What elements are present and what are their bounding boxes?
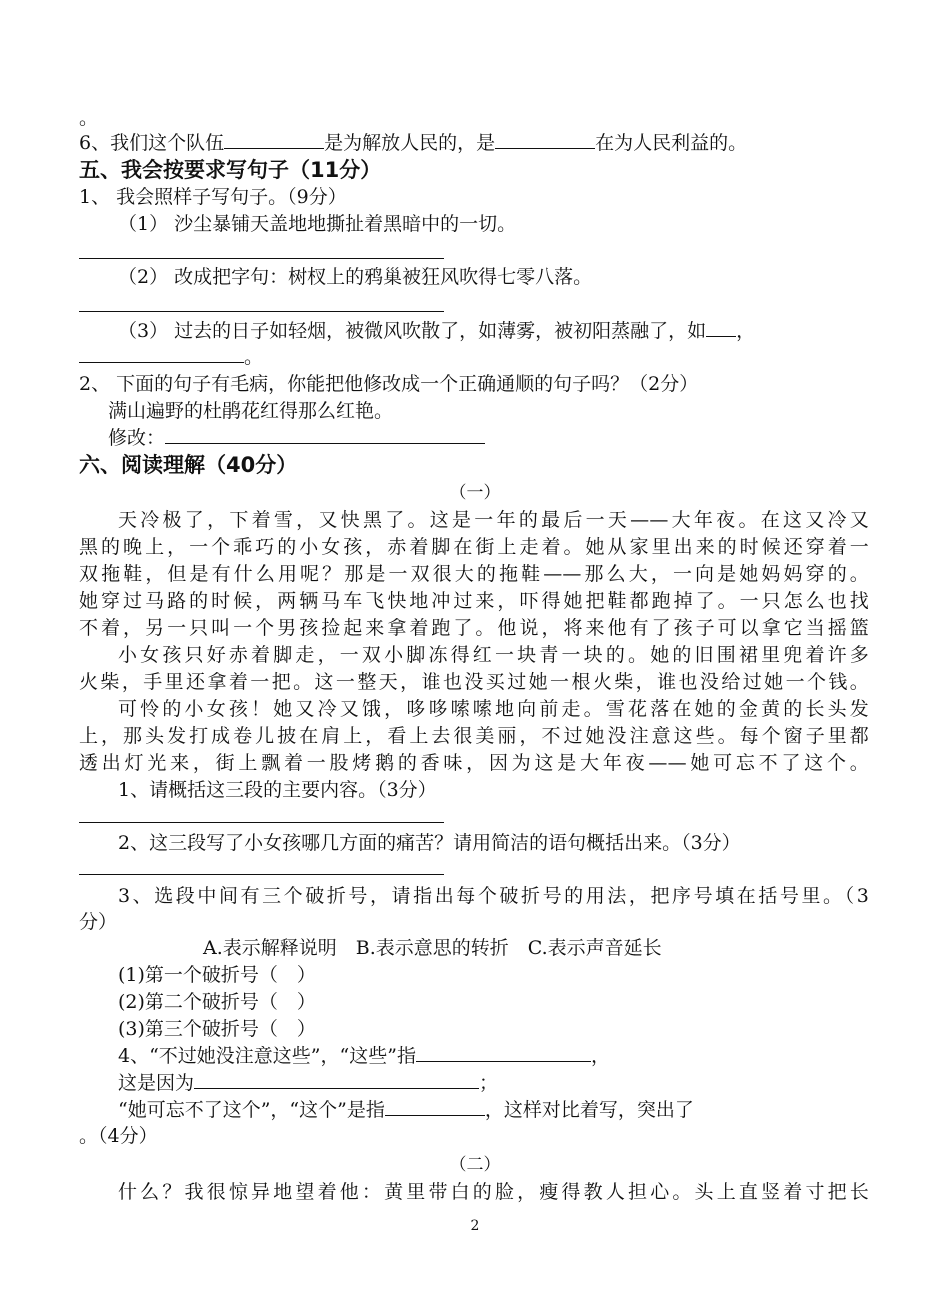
reading-q3-line-1: 3、选段中间有三个破折号，请指出每个破折号的用法，把序号填在括号里。（3: [118, 885, 869, 907]
s5-item-1-3-blank[interactable]: [706, 318, 736, 337]
s5-item-1-3-blank-2[interactable]: [79, 344, 244, 363]
answer-line-q1[interactable]: [79, 822, 444, 823]
p3-line-2: 上，那头发打成卷儿披在肩上，看上去很美丽，不过她没注意这些。每个窗子里都: [79, 725, 869, 747]
s5-item-1-1: （1） 沙尘暴铺天盖地地撕扯着黑暗中的一切。: [118, 213, 517, 235]
reading-q4-blank-2[interactable]: [194, 1070, 479, 1089]
reading-q4-a: [118, 1043, 610, 1069]
s5-item-1-3-period: 。: [244, 346, 264, 368]
s5-item-1-3: [118, 318, 755, 344]
part-1-label: （一）: [449, 483, 501, 503]
answer-line-q2[interactable]: [79, 874, 444, 875]
reading-q3-b: (2)第二个破折号（ ）: [118, 991, 316, 1013]
reading-q4-d: 。（4分）: [79, 1125, 158, 1147]
p1-line-3: 双拖鞋，但是有什么用呢？那是一双很大的拖鞋——那么大，一向是她妈妈穿的。: [79, 563, 869, 585]
page-number: 2: [470, 1218, 480, 1234]
p1-line-5: 不着，另一只叫一个男孩捡起来拿着跑了。他说，将来他有了孩子可以拿它当摇篮: [79, 617, 869, 639]
q6-text-b: 是为解放人民的，是: [324, 132, 496, 154]
p1-line-4: 她穿过马路的时候，两辆马车飞快地冲过来，吓得她把鞋都跑掉了。一只怎么也找: [79, 590, 869, 612]
question-6: [79, 130, 747, 156]
reading-q4-c-end: ，这样对比着写，突出了: [484, 1099, 694, 1121]
s5-item-2-sentence: 满山遍野的杜鹃花红得那么红艳。: [108, 400, 394, 422]
s5-item-2: 2、 下面的句子有毛病，你能把他修改成一个正确通顺的句子吗？（2分）: [79, 373, 699, 395]
reading-q2: 2、这三段写了小女孩哪几方面的痛苦？请用简洁的语句概括出来。（3分）: [118, 832, 741, 854]
s5-item-2-fix: [108, 425, 485, 451]
p2-line-2: 火柴，手里还拿着一把。这一整天，谁也没买过她一根火柴，谁也没给过她一个钱。: [79, 671, 869, 693]
s5-item-1-3-text: （3） 过去的日子如轻烟，被微风吹散了，如薄雾，被初阳蒸融了，如: [118, 320, 707, 342]
reading-q4-c: [118, 1097, 694, 1123]
reading-q4-b-text: 这是因为: [118, 1072, 195, 1094]
s5-item-2-fix-label: 修改：: [108, 427, 166, 449]
section-6-heading: 六、阅读理解（40分）: [79, 453, 298, 477]
reading-q4-c-text: “她可忘不了这个”，“这个”是指: [118, 1099, 385, 1121]
reading-q1: 1、请概括这三段的主要内容。（3分）: [118, 779, 437, 801]
stray-period: 。: [79, 107, 99, 129]
reading-q3-a: (1)第一个破折号（ ）: [118, 964, 316, 986]
p2-line-1: 小女孩只好赤着脚走，一双小脚冻得红一块青一块的。她的旧围裙里兜着许多: [118, 644, 869, 666]
p4-line-1: 什么？我很惊异地望着他：黄里带白的脸，瘦得教人担心。头上直竖着寸把长: [118, 1181, 869, 1203]
reading-q3-line-2: 分）: [79, 911, 118, 933]
p1-line-2: 黑的晚上，一个乖巧的小女孩，赤着脚在街上走着。她从家里出来的时候还穿着一: [79, 536, 869, 558]
answer-line-2[interactable]: [79, 311, 444, 312]
reading-q3-options: A.表示解释说明 B.表示意思的转折 C.表示声音延长: [203, 937, 662, 959]
p1-line-1: 天冷极了，下着雪，又快黑了。这是一年的最后一天——大年夜。在这又冷又: [118, 509, 869, 531]
reading-q4-b-semicolon: ；: [479, 1072, 499, 1094]
reading-q4-blank-1[interactable]: [416, 1043, 591, 1062]
section-5-heading: 五、我会按要求写句子（11分）: [79, 158, 382, 182]
s5-item-1: 1、 我会照样子写句子。（9分）: [79, 186, 347, 208]
q6-blank-2[interactable]: [495, 130, 595, 149]
q6-text-c: 在为人民利益的。: [595, 132, 748, 154]
s5-item-2-fix-blank[interactable]: [165, 425, 485, 444]
part-2-label: （二）: [449, 1155, 501, 1175]
s5-item-1-3-cont: [79, 344, 263, 370]
s5-item-1-3-comma: ，: [736, 320, 756, 342]
reading-q3-c: (3)第三个破折号（ ）: [118, 1018, 316, 1040]
reading-q4-blank-3[interactable]: [385, 1097, 485, 1116]
reading-q4-b: [118, 1070, 498, 1096]
s5-item-1-2: （2） 改成把字句：树杈上的鸦巢被狂风吹得七零八落。: [118, 266, 593, 288]
reading-q4-a-text: 4、“不过她没注意这些”，“这些”指: [118, 1045, 416, 1067]
answer-line-1[interactable]: [79, 258, 444, 259]
q6-text-a: 6、我们这个队伍: [79, 132, 225, 154]
q6-blank-1[interactable]: [224, 130, 324, 149]
reading-q4-a-comma: ，: [590, 1045, 610, 1067]
p3-line-1: 可怜的小女孩！她又冷又饿，哆哆嗦嗦地向前走。雪花落在她的金黄的长头发: [118, 698, 869, 720]
p3-line-3: 透出灯光来，街上飘着一股烤鹅的香味，因为这是大年夜——她可忘不了这个。: [79, 752, 869, 774]
